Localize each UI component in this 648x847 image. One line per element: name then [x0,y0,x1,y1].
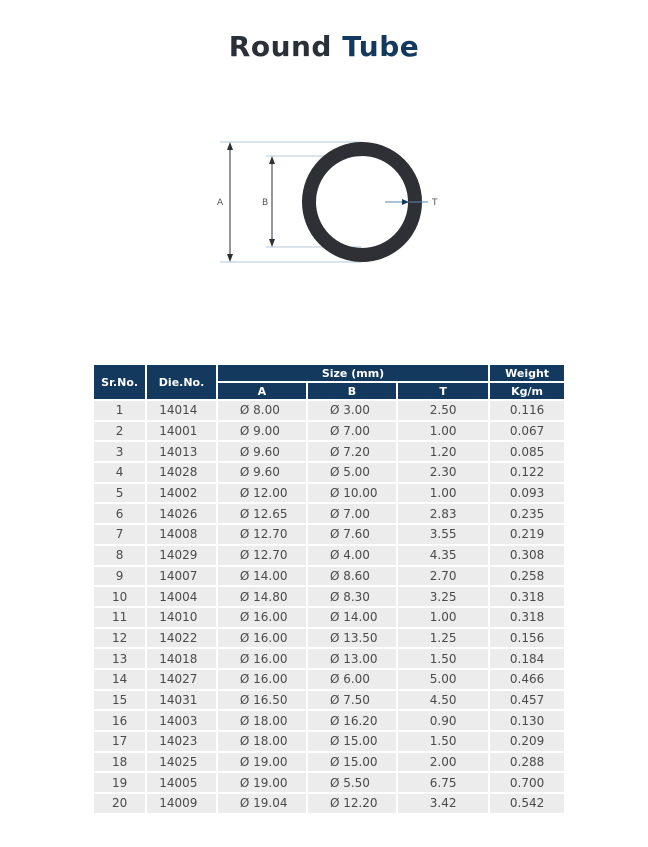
header-kg-per-m: Kg/m [490,383,564,399]
dimension-t-arrow [402,199,409,205]
cell-sr-no: 18 [94,753,145,772]
header-t: T [398,383,488,399]
cell-sr-no: 10 [94,587,145,606]
cell-sr-no: 7 [94,525,145,544]
cell-sr-no: 15 [94,691,145,710]
cell-sr-no: 13 [94,649,145,668]
cell-weight: 0.184 [490,649,564,668]
cell-sr-no: 14 [94,670,145,689]
table-row [94,484,564,503]
cell-die-no: 14003 [147,711,216,730]
cell-thickness: 2.83 [398,504,488,523]
table-row [94,401,564,420]
cell-dim-a: Ø 9.60 [218,463,306,482]
cell-die-no: 14027 [147,670,216,689]
cell-sr-no: 9 [94,567,145,586]
header-a: A [218,383,306,399]
cell-die-no: 14001 [147,422,216,441]
cell-dim-b: Ø 14.00 [308,608,396,627]
cell-dim-a: Ø 16.00 [218,629,306,648]
header-weight: Weight [490,365,564,381]
cell-thickness: 6.75 [398,773,488,792]
dimension-t-label: T [432,198,438,208]
cell-thickness: 1.00 [398,608,488,627]
cell-dim-b: Ø 7.60 [308,525,396,544]
cell-dim-b: Ø 7.00 [308,504,396,523]
header-size-mm: Size (mm) [218,365,488,381]
cell-weight: 0.308 [490,546,564,565]
cell-weight: 0.156 [490,629,564,648]
table-row [94,691,564,710]
dimension-a-arrow-top [227,142,233,150]
cell-thickness: 3.55 [398,525,488,544]
cell-dim-a: Ø 19.00 [218,773,306,792]
table-row [94,525,564,544]
cell-sr-no: 17 [94,732,145,751]
cell-die-no: 14009 [147,794,216,813]
cell-sr-no: 4 [94,463,145,482]
cell-die-no: 14004 [147,587,216,606]
table-row [94,753,564,772]
cell-dim-a: Ø 18.00 [218,732,306,751]
table-body [94,401,564,813]
header-row-1 [94,365,564,381]
cell-dim-b: Ø 15.00 [308,753,396,772]
cell-die-no: 14018 [147,649,216,668]
cell-dim-b: Ø 12.20 [308,794,396,813]
cell-dim-a: Ø 19.00 [218,753,306,772]
cell-dim-b: Ø 5.00 [308,463,396,482]
cell-weight: 0.116 [490,401,564,420]
table-row [94,670,564,689]
title-word-round: Round [228,30,332,63]
table-row [94,567,564,586]
cell-thickness: 3.42 [398,794,488,813]
cell-die-no: 14008 [147,525,216,544]
table-row [94,732,564,751]
cell-dim-a: Ø 19.04 [218,794,306,813]
cell-sr-no: 11 [94,608,145,627]
cell-weight: 0.130 [490,711,564,730]
cell-weight: 0.457 [490,691,564,710]
cell-die-no: 14023 [147,732,216,751]
cell-weight: 0.235 [490,504,564,523]
cell-die-no: 14007 [147,567,216,586]
cell-sr-no: 3 [94,442,145,461]
cell-thickness: 2.50 [398,401,488,420]
dimension-a-arrow-bottom [227,254,233,262]
cell-weight: 0.209 [490,732,564,751]
cell-die-no: 14014 [147,401,216,420]
cell-dim-b: Ø 4.00 [308,546,396,565]
cell-die-no: 14022 [147,629,216,648]
dimension-b-arrow-bottom [269,239,275,247]
table-row [94,711,564,730]
dimension-b-arrow-top [269,156,275,164]
cell-sr-no: 16 [94,711,145,730]
cell-dim-a: Ø 12.65 [218,504,306,523]
cell-thickness: 4.35 [398,546,488,565]
round-tube-spec-table [92,363,566,815]
cell-weight: 0.122 [490,463,564,482]
cell-dim-b: Ø 8.60 [308,567,396,586]
cell-die-no: 14010 [147,608,216,627]
cell-weight: 0.466 [490,670,564,689]
cell-thickness: 1.20 [398,442,488,461]
table-row [94,587,564,606]
cell-die-no: 14028 [147,463,216,482]
cell-weight: 0.542 [490,794,564,813]
cell-weight: 0.318 [490,587,564,606]
cell-sr-no: 19 [94,773,145,792]
header-b: B [308,383,396,399]
cell-dim-a: Ø 9.00 [218,422,306,441]
round-tube-diagram [0,0,648,300]
title-word-tube: Tube [342,30,420,63]
cell-dim-a: Ø 9.60 [218,442,306,461]
table-row [94,504,564,523]
cell-dim-a: Ø 16.00 [218,608,306,627]
cell-dim-b: Ø 13.00 [308,649,396,668]
cell-thickness: 1.00 [398,422,488,441]
cell-weight: 0.067 [490,422,564,441]
cell-thickness: 4.50 [398,691,488,710]
table-row [94,442,564,461]
cell-thickness: 1.50 [398,649,488,668]
cell-die-no: 14029 [147,546,216,565]
cell-die-no: 14031 [147,691,216,710]
header-die-no: Die.No. [147,365,216,399]
table-row [94,546,564,565]
cell-dim-a: Ø 16.50 [218,691,306,710]
cell-dim-a: Ø 12.00 [218,484,306,503]
cell-sr-no: 1 [94,401,145,420]
cell-sr-no: 5 [94,484,145,503]
cell-sr-no: 20 [94,794,145,813]
cell-thickness: 0.90 [398,711,488,730]
table-row [94,794,564,813]
cell-thickness: 2.00 [398,753,488,772]
cell-dim-a: Ø 16.00 [218,670,306,689]
table-row [94,608,564,627]
cell-die-no: 14013 [147,442,216,461]
cell-thickness: 1.50 [398,732,488,751]
cell-thickness: 1.00 [398,484,488,503]
cell-weight: 0.258 [490,567,564,586]
table-row [94,773,564,792]
dimension-b-label: B [262,198,269,208]
cell-thickness: 2.70 [398,567,488,586]
cell-weight: 0.318 [490,608,564,627]
cell-sr-no: 8 [94,546,145,565]
cell-dim-b: Ø 6.00 [308,670,396,689]
cell-dim-b: Ø 15.00 [308,732,396,751]
cell-thickness: 2.30 [398,463,488,482]
cell-thickness: 5.00 [398,670,488,689]
cell-dim-b: Ø 5.50 [308,773,396,792]
cell-dim-a: Ø 12.70 [218,525,306,544]
table-row [94,629,564,648]
cell-sr-no: 12 [94,629,145,648]
cell-dim-b: Ø 16.20 [308,711,396,730]
dimension-a-label: A [217,198,224,208]
table-row [94,649,564,668]
cell-weight: 0.700 [490,773,564,792]
cell-dim-b: Ø 13.50 [308,629,396,648]
cell-dim-a: Ø 8.00 [218,401,306,420]
cell-dim-b: Ø 8.30 [308,587,396,606]
cell-die-no: 14025 [147,753,216,772]
table-row [94,422,564,441]
cell-dim-b: Ø 3.00 [308,401,396,420]
cell-sr-no: 6 [94,504,145,523]
cell-dim-b: Ø 10.00 [308,484,396,503]
cell-dim-a: Ø 12.70 [218,546,306,565]
cell-weight: 0.288 [490,753,564,772]
cell-dim-a: Ø 14.00 [218,567,306,586]
cell-dim-a: Ø 16.00 [218,649,306,668]
cell-weight: 0.093 [490,484,564,503]
cell-weight: 0.219 [490,525,564,544]
header-sr-no: Sr.No. [94,365,145,399]
cell-thickness: 3.25 [398,587,488,606]
cell-dim-b: Ø 7.50 [308,691,396,710]
cell-die-no: 14026 [147,504,216,523]
cell-dim-b: Ø 7.00 [308,422,396,441]
table-row [94,463,564,482]
cell-weight: 0.085 [490,442,564,461]
cell-dim-b: Ø 7.20 [308,442,396,461]
cell-dim-a: Ø 14.80 [218,587,306,606]
cell-die-no: 14005 [147,773,216,792]
cell-thickness: 1.25 [398,629,488,648]
cell-dim-a: Ø 18.00 [218,711,306,730]
cell-die-no: 14002 [147,484,216,503]
cell-sr-no: 2 [94,422,145,441]
